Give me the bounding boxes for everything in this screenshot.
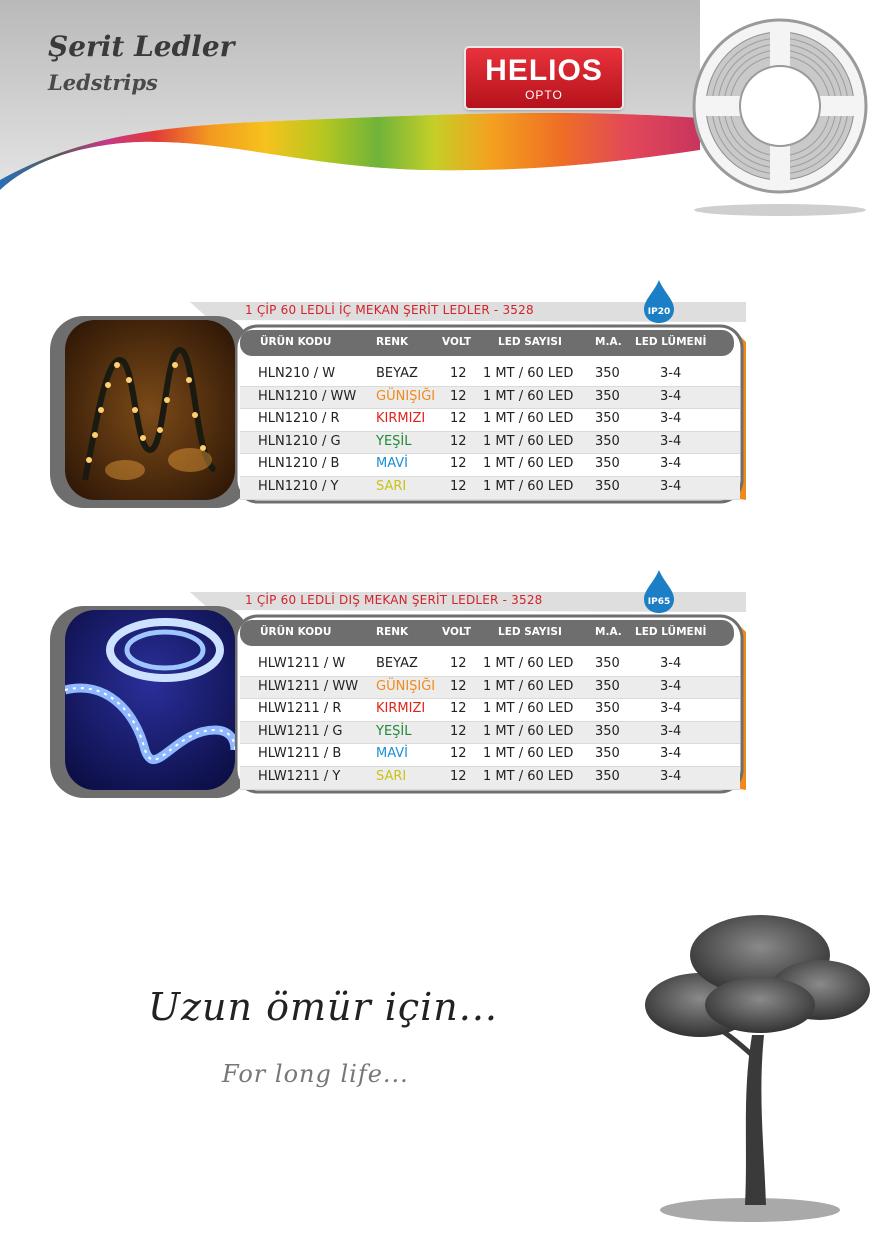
col-lumen: LED LÜMENİ <box>635 626 707 638</box>
product-table <box>240 654 740 790</box>
col-color: RENK <box>376 626 409 638</box>
cell-volt: 12 <box>450 411 467 427</box>
cell-code: HLW1211 / R <box>258 701 342 717</box>
cell-lumen: 3-4 <box>660 746 682 762</box>
product-title: 1 ÇİP 60 LEDLİ İÇ MEKAN ŞERİT LEDLER - 3528 <box>245 303 534 317</box>
product-title: 1 ÇİP 60 LEDLİ DIŞ MEKAN ŞERİT LEDLER - 3528 <box>245 593 543 607</box>
cell-volt: 12 <box>450 701 467 717</box>
table-header <box>242 622 732 644</box>
cell-ma: 350 <box>595 746 620 762</box>
product-table <box>240 364 740 500</box>
table-row <box>240 677 740 700</box>
ip65-badge-icon <box>642 568 676 614</box>
cell-volt: 12 <box>450 388 467 404</box>
table-row <box>240 364 740 387</box>
cell-code: HLW1211 / WW <box>258 678 359 694</box>
product-panel-indoor <box>50 300 750 520</box>
cell-volt: 12 <box>450 366 467 381</box>
cell-leds: 1 MT / 60 LED <box>483 656 574 671</box>
table-header <box>242 332 732 354</box>
slogan-english: For long life... <box>222 1060 409 1088</box>
badge-label: IP20 <box>647 307 671 317</box>
cell-ma: 350 <box>595 723 620 739</box>
cell-code: HLN210 / W <box>258 366 336 381</box>
cell-ma: 350 <box>595 768 620 784</box>
cell-ma: 350 <box>595 656 620 671</box>
col-led-count: LED SAYISI <box>498 626 562 638</box>
led-strip-photo-warm <box>65 320 235 500</box>
cell-code: HLN1210 / B <box>258 456 340 472</box>
cell-lumen: 3-4 <box>660 433 682 449</box>
cell-color: GÜNIŞIĞI <box>376 678 436 694</box>
col-code: ÜRÜN KODU <box>260 336 332 348</box>
cell-code: HLW1211 / B <box>258 746 342 762</box>
cell-color: BEYAZ <box>376 656 418 671</box>
col-ma: M.A. <box>595 626 622 638</box>
cell-leds: 1 MT / 60 LED <box>483 388 574 404</box>
cell-leds: 1 MT / 60 LED <box>483 366 574 381</box>
cell-ma: 350 <box>595 388 620 404</box>
cell-ma: 350 <box>595 678 620 694</box>
col-ma: M.A. <box>595 336 622 348</box>
cell-ma: 350 <box>595 433 620 449</box>
cell-color: MAVİ <box>376 456 409 472</box>
pine-tree-illustration <box>640 905 875 1225</box>
cell-leds: 1 MT / 60 LED <box>483 746 574 762</box>
cell-color: KIRMIZI <box>376 411 426 427</box>
badge-label: IP65 <box>647 597 671 607</box>
cell-leds: 1 MT / 60 LED <box>483 456 574 472</box>
col-lumen: LED LÜMENİ <box>635 336 707 348</box>
cell-volt: 12 <box>450 433 467 449</box>
cell-color: SARI <box>376 768 407 784</box>
cell-volt: 12 <box>450 478 467 494</box>
table-row <box>240 699 740 722</box>
table-row <box>240 387 740 410</box>
cell-leds: 1 MT / 60 LED <box>483 768 574 784</box>
cell-code: HLW1211 / G <box>258 723 343 739</box>
cell-code: HLW1211 / Y <box>258 768 341 784</box>
col-led-count: LED SAYISI <box>498 336 562 348</box>
ip20-badge-icon <box>642 278 676 324</box>
cell-color: SARI <box>376 478 407 494</box>
cell-color: BEYAZ <box>376 366 418 381</box>
cell-color: YEŞİL <box>376 433 412 449</box>
cell-leds: 1 MT / 60 LED <box>483 433 574 449</box>
cell-code: HLN1210 / Y <box>258 478 339 494</box>
cell-volt: 12 <box>450 746 467 762</box>
cell-volt: 12 <box>450 456 467 472</box>
cell-lumen: 3-4 <box>660 678 682 694</box>
product-panel-outdoor <box>50 590 750 810</box>
cell-leds: 1 MT / 60 LED <box>483 701 574 717</box>
cell-volt: 12 <box>450 723 467 739</box>
cell-lumen: 3-4 <box>660 478 682 494</box>
logo-word: HELIOS <box>485 54 603 87</box>
cell-lumen: 3-4 <box>660 366 682 381</box>
table-row <box>240 409 740 432</box>
cell-ma: 350 <box>595 456 620 472</box>
cell-code: HLN1210 / WW <box>258 388 357 404</box>
cell-volt: 12 <box>450 768 467 784</box>
led-reel-icon <box>688 10 872 220</box>
cell-color: KIRMIZI <box>376 701 426 717</box>
table-row <box>240 767 740 790</box>
table-row <box>240 454 740 477</box>
cell-code: HLN1210 / R <box>258 411 340 427</box>
cell-leds: 1 MT / 60 LED <box>483 723 574 739</box>
cell-ma: 350 <box>595 366 620 381</box>
cell-leds: 1 MT / 60 LED <box>483 678 574 694</box>
table-row <box>240 722 740 745</box>
table-row <box>240 744 740 767</box>
slogan-turkish: Uzun ömür için... <box>148 985 499 1029</box>
cell-code: HLN1210 / G <box>258 433 341 449</box>
table-row <box>240 477 740 500</box>
led-strip-photo-blue <box>65 610 235 790</box>
cell-code: HLW1211 / W <box>258 656 346 671</box>
col-volt: VOLT <box>442 626 471 638</box>
cell-volt: 12 <box>450 656 467 671</box>
cell-lumen: 3-4 <box>660 768 682 784</box>
cell-lumen: 3-4 <box>660 723 682 739</box>
cell-color: MAVİ <box>376 746 409 762</box>
col-volt: VOLT <box>442 336 471 348</box>
brand-logo <box>466 48 622 108</box>
cell-color: YEŞİL <box>376 723 412 739</box>
cell-ma: 350 <box>595 411 620 427</box>
cell-volt: 12 <box>450 678 467 694</box>
cell-color: GÜNIŞIĞI <box>376 388 436 404</box>
cell-leds: 1 MT / 60 LED <box>483 478 574 494</box>
cell-lumen: 3-4 <box>660 656 682 671</box>
page-title: Şerit Ledler <box>48 30 235 63</box>
cell-lumen: 3-4 <box>660 411 682 427</box>
cell-lumen: 3-4 <box>660 388 682 404</box>
page-subtitle: Ledstrips <box>48 70 158 95</box>
col-color: RENK <box>376 336 409 348</box>
cell-leds: 1 MT / 60 LED <box>483 411 574 427</box>
cell-ma: 350 <box>595 478 620 494</box>
table-row <box>240 432 740 455</box>
table-row <box>240 654 740 677</box>
cell-lumen: 3-4 <box>660 701 682 717</box>
logo-sub: OPTO <box>525 88 563 102</box>
col-code: ÜRÜN KODU <box>260 626 332 638</box>
cell-lumen: 3-4 <box>660 456 682 472</box>
cell-ma: 350 <box>595 701 620 717</box>
